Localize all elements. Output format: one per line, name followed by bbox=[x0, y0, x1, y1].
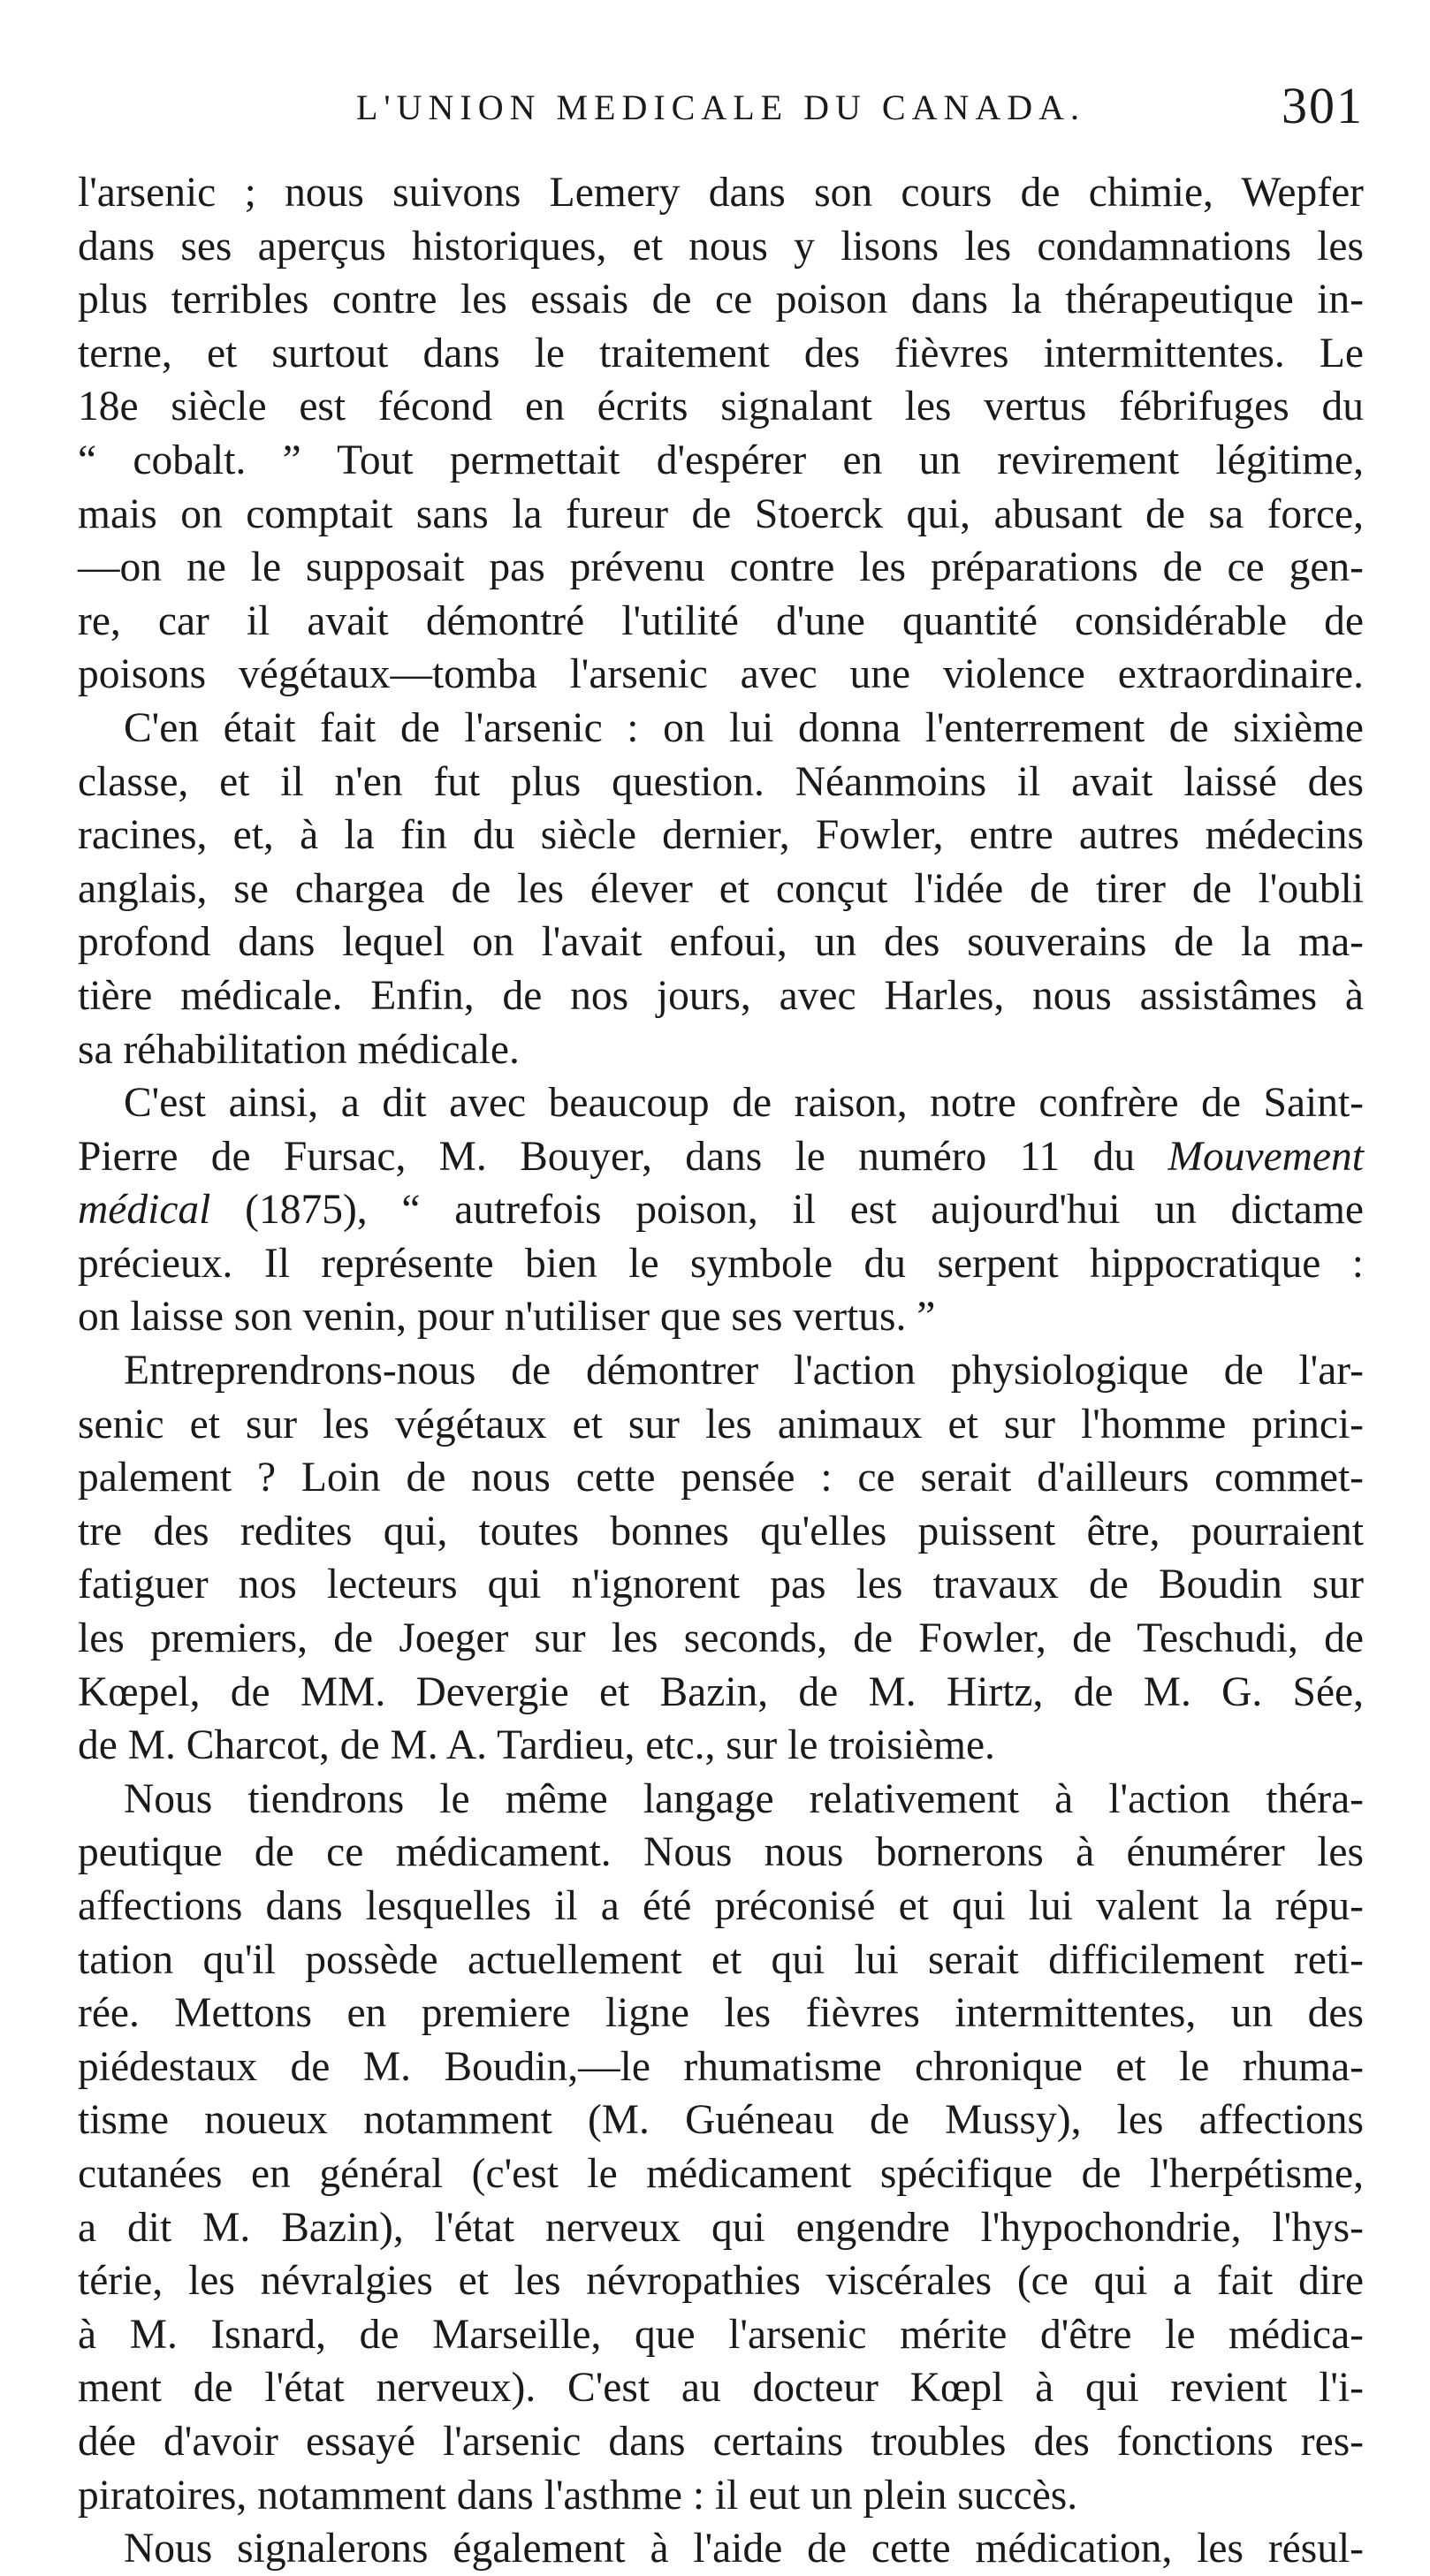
text-line: tation qu'il possède actuellement et qui lui serait difficilement reti- bbox=[78, 1936, 1364, 1983]
text-line: racines, et, à la fin du siècle dernier, Fowler, entre autres médecins bbox=[78, 812, 1364, 859]
text-line: plus terribles contre les essais de ce poison dans la thérapeutique in- bbox=[78, 277, 1364, 323]
text-line: rée. Mettons en premiere ligne les fièvres intermittentes, un des bbox=[78, 1990, 1364, 2037]
text-line: de M. Charcot, de M. A. Tardieu, etc., sur le troisième. bbox=[78, 1722, 995, 1769]
text-line: précieux. Il représente bien le symbole du serpent hippocratique : bbox=[78, 1240, 1364, 1287]
text-line: Pierre de Fursac, M. Bouyer, dans le numéro 11 du Mouvement bbox=[78, 1133, 1364, 1180]
text-line: Nous tiendrons le même langage relativement à l'action théra- bbox=[124, 1775, 1364, 1822]
text-line: C'est ainsi, a dit avec beaucoup de raison, notre confrère de Saint- bbox=[124, 1080, 1364, 1127]
text-line: peutique de ce médicament. Nous nous bornerons à énumérer les bbox=[78, 1829, 1364, 1876]
text-line: anglais, se chargea de les élever et conçut l'idée de tirer de l'oubli bbox=[78, 865, 1364, 912]
text-line: tisme noueux notamment (M. Guéneau de Mussy), les affections bbox=[78, 2097, 1364, 2144]
text-line: l'arsenic ; nous suivons Lemery dans son cours de chimie, Wepfer bbox=[78, 170, 1364, 216]
text-line: senic et sur les végétaux et sur les animaux et sur l'homme princi- bbox=[78, 1401, 1364, 1448]
text-line: les premiers, de Joeger sur les seconds, de Fowler, de Teschudi, de bbox=[78, 1615, 1364, 1662]
text-line: sa réhabilitation médicale. bbox=[78, 1026, 520, 1073]
text-line: dée d'avoir essayé l'arsenic dans certains troubles des fonctions res- bbox=[78, 2418, 1364, 2465]
text-line: piratoires, notamment dans l'asthme : il eut un plein succès. bbox=[78, 2472, 1078, 2519]
text-line: a dit M. Bazin), l'état nerveux qui engendre l'hypochondrie, l'hys- bbox=[78, 2204, 1364, 2251]
text-line: terne, et surtout dans le traitement des fièvres intermittentes. Le bbox=[78, 330, 1364, 376]
journal-title: L'UNION MEDICALE DU CANADA. bbox=[355, 87, 1086, 127]
text-line: piédestaux de M. Boudin,—le rhumatisme chronique et le rhuma- bbox=[78, 2043, 1364, 2090]
text-line: Entreprendrons-nous de démontrer l'action physiologique de l'ar- bbox=[124, 1348, 1364, 1394]
text-line: Kœpel, de MM. Devergie et Bazin, de M. Hirtz, de M. G. Sée, bbox=[78, 1668, 1364, 1715]
text-line: C'en était fait de l'arsenic : on lui donna l'enterrement de sixième bbox=[124, 704, 1364, 751]
text-line: dans ses aperçus historiques, et nous y lisons les condamnations les bbox=[78, 223, 1364, 270]
running-header bbox=[78, 69, 1364, 166]
text-line: Nous signalerons également à l'aide de cette médication, les résul- bbox=[124, 2526, 1364, 2572]
text-line: mais on comptait sans la fureur de Stoerck qui, abusant de sa force, bbox=[78, 490, 1364, 537]
text-line: tière médicale. Enfin, de nos jours, avec Harles, nous assistâmes à bbox=[78, 972, 1364, 1019]
text-line: ment de l'état nerveux). C'est au docteur Kœpl à qui revient l'i- bbox=[78, 2365, 1364, 2412]
text-line: médical (1875), “ autrefois poison, il est aujourd'hui un dictame bbox=[78, 1187, 1364, 1234]
text-line: affections dans lesquelles il a été préconisé et qui lui valent la répu- bbox=[78, 1883, 1364, 1929]
text-line: “ cobalt. ” Tout permettait d'espérer en un revirement légitime, bbox=[78, 437, 1364, 483]
body-text bbox=[78, 166, 1364, 2576]
text-line: cutanées en général (c'est le médicament spécifique de l'herpétisme, bbox=[78, 2150, 1364, 2197]
text-line: à M. Isnard, de Marseille, que l'arsenic mérite d'être le médica- bbox=[78, 2311, 1364, 2358]
text-line: profond dans lequel on l'avait enfoui, un des souverains de la ma- bbox=[78, 919, 1364, 966]
text-line: on laisse son venin, pour n'utiliser que ses vertus. ” bbox=[78, 1294, 936, 1341]
text-line: 18e siècle est fécond en écrits signalant les vertus fébrifuges du bbox=[78, 384, 1364, 430]
text-line: tre des redites qui, toutes bonnes qu'elles puissent être, pourraient bbox=[78, 1508, 1364, 1554]
text-line: classe, et il n'en fut plus question. Néanmoins il avait laissé des bbox=[78, 758, 1364, 805]
page-number: 301 bbox=[1282, 77, 1364, 134]
text-line: palement ? Loin de nous cette pensée : ce serait d'ailleurs commet- bbox=[78, 1455, 1364, 1501]
text-line: —on ne le supposait pas prévenu contre les préparations de ce gen- bbox=[78, 544, 1364, 591]
text-line: re, car il avait démontré l'utilité d'une quantité considérable de bbox=[78, 597, 1364, 644]
text-line: poisons végétaux—tomba l'arsenic avec une violence extraordinaire. bbox=[78, 651, 1364, 698]
document-page bbox=[78, 69, 1364, 2572]
text-line: fatiguer nos lecteurs qui n'ignorent pas les travaux de Boudin sur bbox=[78, 1562, 1364, 1608]
text-line: térie, les névralgies et les névropathies viscérales (ce qui a fait dire bbox=[78, 2258, 1364, 2305]
